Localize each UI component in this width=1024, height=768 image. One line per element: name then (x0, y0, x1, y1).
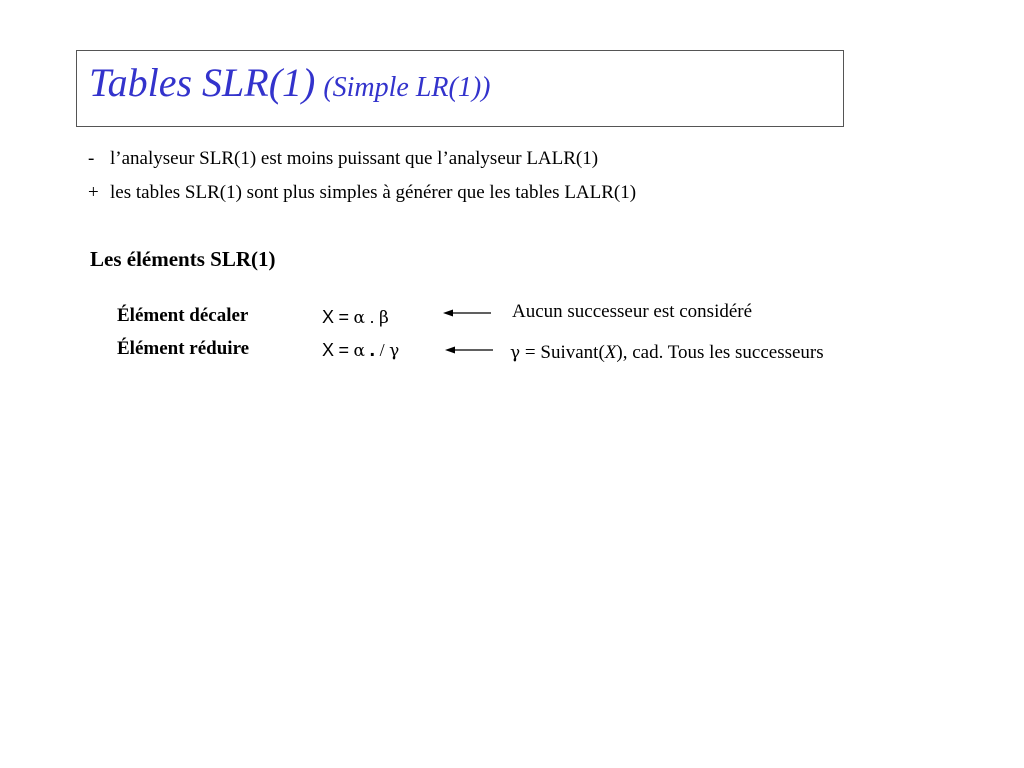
item-dot: . (369, 307, 375, 327)
formula-eq: = (338, 340, 350, 360)
arrow-left-icon (443, 307, 493, 319)
formula-shift (322, 308, 389, 327)
bullet-text: l’analyseur SLR(1) est moins puissant que l’analyseur LALR(1) (110, 148, 599, 169)
title-main: Tables SLR(1) (89, 60, 316, 105)
note-reduce (510, 343, 824, 362)
item-label-shift: Élément décaler (117, 305, 249, 326)
formula-eq: = (338, 307, 350, 327)
item-label-reduce: Élément réduire (117, 338, 250, 359)
formula-var: X (322, 307, 335, 327)
note-text-end: ), cad. Tous les successeurs (616, 342, 824, 363)
gamma-symbol: γ (389, 341, 400, 361)
gamma-symbol: γ (510, 343, 521, 363)
title-subtitle: (Simple LR(1)) (323, 72, 491, 103)
bullet-marker: + (88, 182, 99, 203)
formula-slash: / (379, 340, 385, 360)
formula-reduce (322, 340, 399, 360)
slide-title (89, 60, 491, 105)
note-var: X (604, 342, 617, 363)
beta-symbol: β (379, 308, 389, 328)
note-text-start: = Suivant( (524, 342, 605, 363)
title-box (76, 50, 844, 127)
alpha-symbol: α (353, 341, 366, 361)
note-shift: Aucun successeur est considéré (512, 301, 753, 322)
alpha-symbol: α (353, 308, 366, 328)
bullet-minus (88, 149, 598, 168)
formula-var: X (322, 340, 335, 360)
bullet-plus (88, 183, 636, 202)
section-heading: Les éléments SLR(1) (90, 247, 276, 271)
bullet-marker: - (88, 148, 95, 169)
item-dot: . (369, 339, 376, 361)
arrow-left-icon (445, 344, 495, 356)
bullet-text: les tables SLR(1) sont plus simples à générer que les tables LALR(1) (110, 182, 637, 203)
